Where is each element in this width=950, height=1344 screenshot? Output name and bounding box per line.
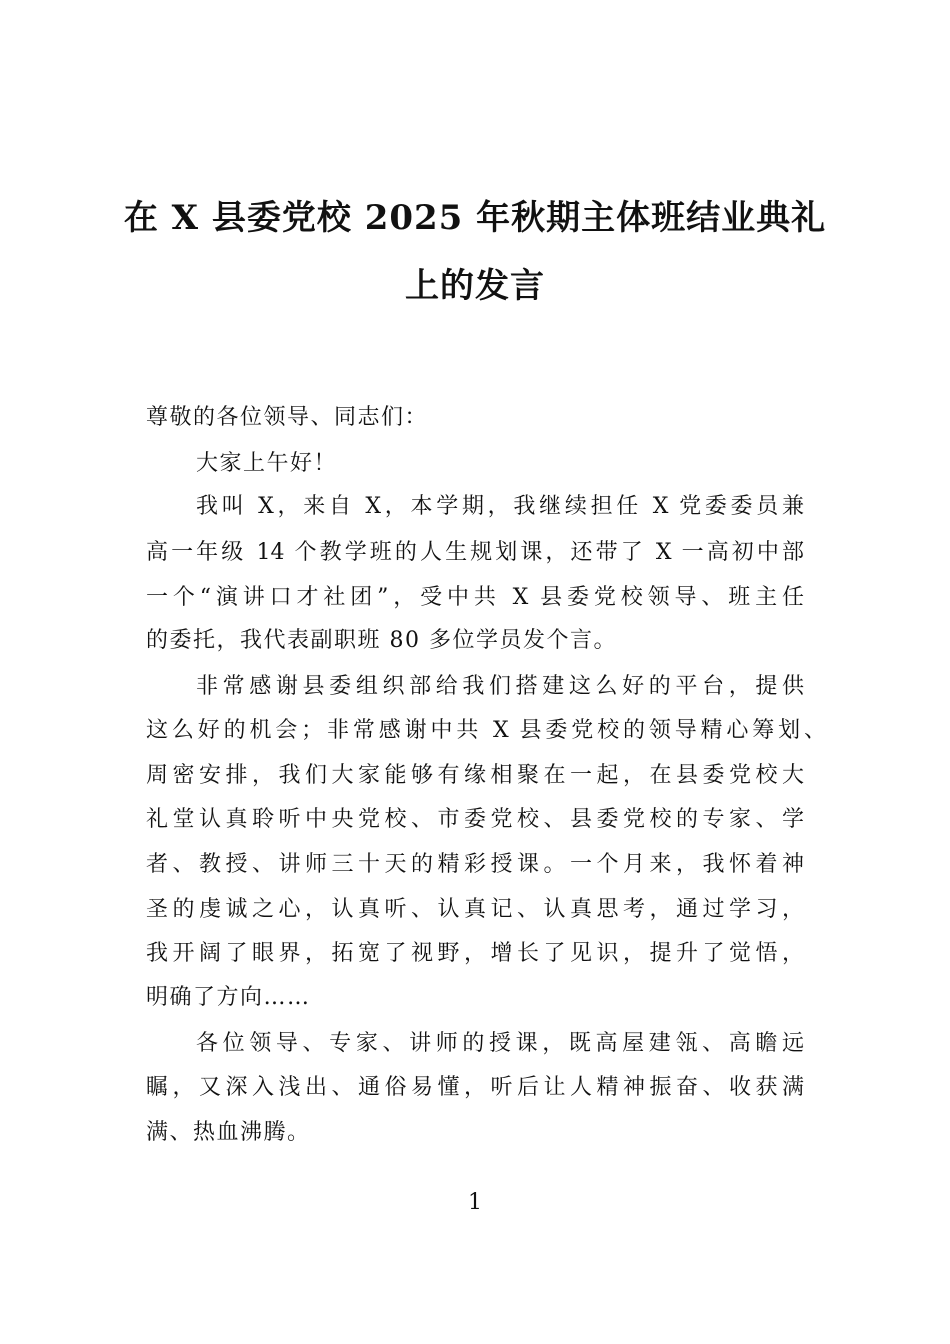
greeting: 大家上午好！: [196, 451, 338, 476]
paragraph-2-line-8: 明确了方向……: [146, 985, 311, 1010]
paragraph-2-line-6: 圣的虔诚之心，认真听、认真记、认真思考，通过学习，: [146, 897, 804, 922]
paragraph-1-line-2: 高一年级 14 个教学班的人生规划课，还带了 X 一高初中部: [146, 540, 804, 565]
paragraph-2-line-2: 这么好的机会；非常感谢中共 X 县委党校的领导精心筹划、: [146, 718, 826, 743]
paragraph-2-line-7: 我开阔了眼界，拓宽了视野，增长了见识，提升了觉悟，: [146, 941, 804, 966]
paragraph-2-line-4: 礼堂认真聆听中央党校、市委党校、县委党校的专家、学: [146, 807, 804, 832]
paragraph-2-line-5: 者、教授、讲师三十天的精彩授课。一个月来，我怀着神: [146, 852, 804, 877]
paragraph-1-line-1: 我叫 X，来自 X，本学期，我继续担任 X 党委委员兼: [196, 494, 804, 519]
document-title-line-1: 在 X 县委党校 2025 年秋期主体班结业典礼: [123, 198, 827, 238]
paragraph-3-line-2: 瞩，又深入浅出、通俗易懂，听后让人精神振奋、收获满: [146, 1075, 804, 1100]
paragraph-2-line-3: 周密安排，我们大家能够有缘相聚在一起，在县委党校大: [146, 763, 804, 788]
paragraph-1-line-3: 一个“演讲口才社团”，受中共 X 县委党校领导、班主任: [146, 585, 804, 610]
page-number: 1: [468, 1190, 482, 1215]
salutation: 尊敬的各位领导、同志们：: [146, 405, 429, 430]
paragraph-2-line-1: 非常感谢县委组织部给我们搭建这么好的平台，提供: [196, 674, 804, 699]
paragraph-1-line-4: 的委托，我代表副职班 80 多位学员发个言。: [146, 628, 617, 653]
document-title-line-2: 上的发言: [405, 266, 545, 306]
paragraph-3-line-3: 满、热血沸腾。: [146, 1120, 311, 1145]
paragraph-3-line-1: 各位领导、专家、讲师的授课，既高屋建瓴、高瞻远: [196, 1031, 804, 1056]
